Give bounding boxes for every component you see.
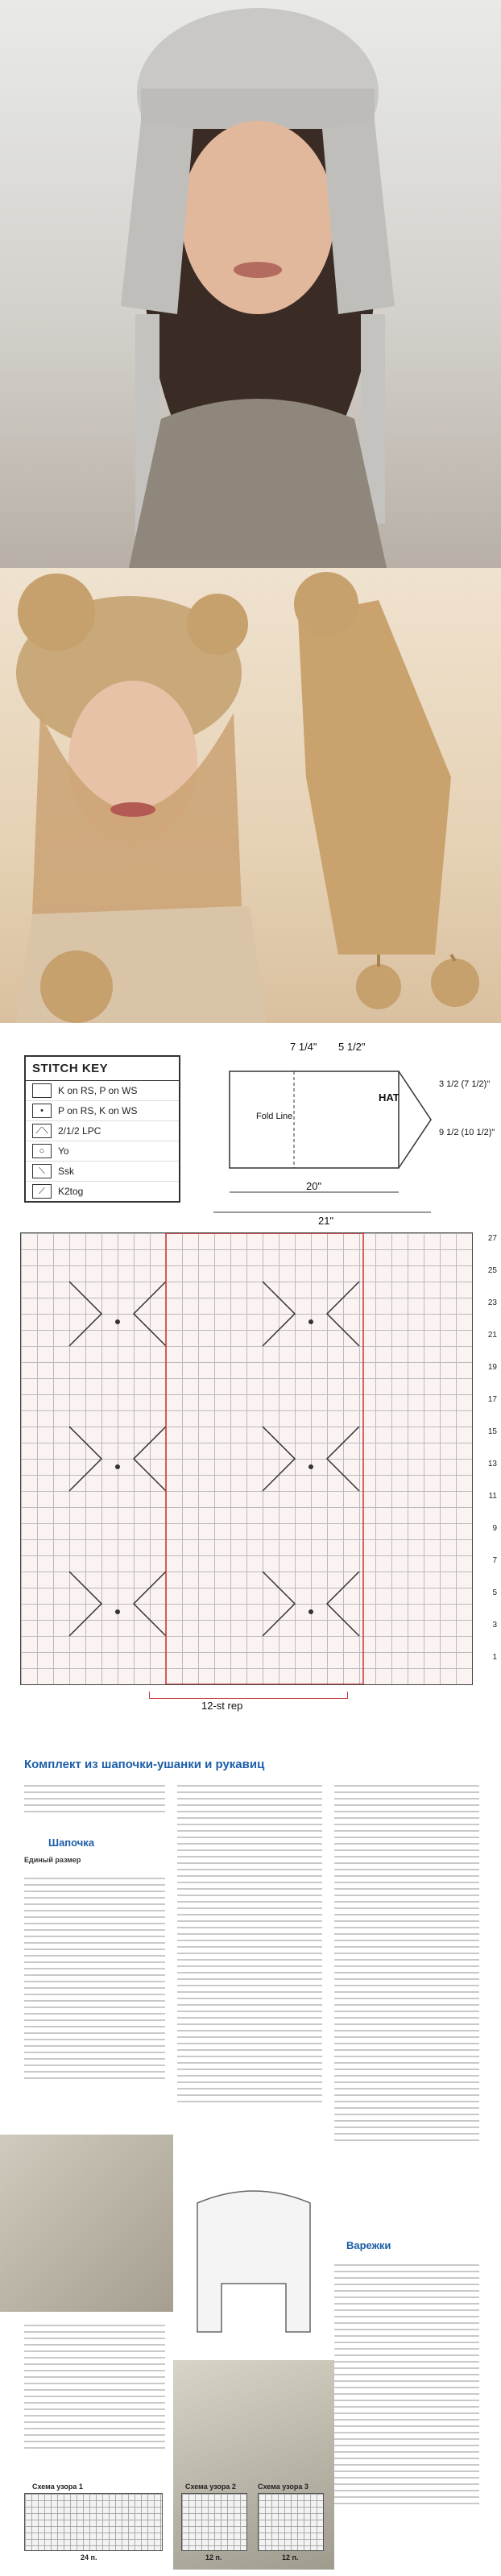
dim-width-outer: 21" (318, 1215, 334, 1227)
row-number: 5 (492, 1588, 497, 1597)
row-number: 9 (492, 1524, 497, 1533)
k2tog-symbol-icon: ⟋ (32, 1184, 52, 1199)
repeat-label: 12-st rep (201, 1700, 243, 1712)
text-column-3 (334, 1780, 479, 2231)
key-row (26, 1182, 179, 1201)
row-number: 13 (487, 1460, 497, 1468)
row-number: 19 (487, 1363, 497, 1372)
scheme-label-2: Схема узора 2 (185, 2483, 236, 2491)
hat-size: Единый размер (24, 1857, 81, 1864)
key-label: Yo (58, 1145, 69, 1157)
hat-pattern-shape (181, 2187, 326, 2348)
row-number: 15 (487, 1427, 497, 1436)
key-label: K on RS, P on WS (58, 1085, 138, 1096)
row-number: 1 (492, 1653, 497, 1662)
pattern-chart-panel (0, 1023, 501, 1748)
dim-width-inner: 20" (306, 1180, 322, 1192)
model-grey-hat-illustration (0, 0, 501, 568)
model-tan-hood-illustration (0, 568, 501, 1023)
scheme-width-2: 12 п. (205, 2553, 222, 2562)
dim-hat-label: HAT (379, 1091, 400, 1104)
dim-right-2: 9 1/2 (10 1/2)" (439, 1128, 495, 1137)
text-column-bottom (24, 2320, 165, 2481)
repeat-bracket (149, 1692, 348, 1699)
photo-model-grey-hat (0, 0, 501, 568)
text-column-2 (177, 1780, 322, 2183)
row-number: 17 (487, 1395, 497, 1404)
row-number: 21 (487, 1331, 497, 1340)
photo-hat-mittens (0, 2135, 173, 2312)
hat-heading: Шапочка (48, 1837, 95, 1849)
key-label: K2tog (58, 1186, 84, 1197)
chart-symbols (21, 1233, 472, 1684)
key-label: Ssk (58, 1166, 75, 1177)
key-label: 2/1/2 LPC (58, 1125, 101, 1137)
ssk-symbol-icon: ⟍ (32, 1164, 52, 1178)
scheme-chart-1 (24, 2493, 163, 2551)
key-row (26, 1081, 179, 1101)
scheme-label-1: Схема узора 1 (32, 2483, 83, 2491)
row-number: 3 (492, 1621, 497, 1630)
scheme-chart-2 (181, 2493, 247, 2551)
hat-text-column (24, 1873, 165, 2131)
scheme-label-3: Схема узора 3 (258, 2483, 308, 2491)
stitch-key-title: STITCH KEY (26, 1057, 179, 1081)
row-number: 7 (492, 1556, 497, 1565)
photo-model-tan-hood (0, 568, 501, 1023)
yarn-over-symbol-icon: ○ (32, 1144, 52, 1158)
dim-top-right: 5 1/2" (338, 1041, 366, 1053)
dim-right-1: 3 1/2 (7 1/2)" (439, 1079, 491, 1089)
knit-symbol-icon (32, 1083, 52, 1098)
mittens-text-column (334, 2259, 479, 2566)
row-number: 25 (487, 1266, 497, 1275)
row-number: 27 (487, 1234, 497, 1243)
stitch-key (24, 1055, 180, 1203)
key-row (26, 1121, 179, 1141)
scheme-width-3: 12 п. (282, 2553, 299, 2562)
key-row (26, 1162, 179, 1182)
article-panel (0, 1748, 501, 2576)
key-row (26, 1141, 179, 1162)
scheme-width-1: 24 п. (81, 2553, 97, 2562)
dim-top-left: 7 1/4" (290, 1041, 317, 1053)
scheme-chart-3 (258, 2493, 324, 2551)
row-number: 11 (488, 1492, 497, 1501)
cable-symbol-icon: ⟋⟍ (32, 1124, 52, 1138)
dim-fold-line: Fold Line (256, 1112, 293, 1121)
row-number: 23 (487, 1298, 497, 1307)
mittens-heading: Варежки (346, 2239, 391, 2251)
knitting-chart (20, 1232, 473, 1685)
key-row (26, 1101, 179, 1121)
purl-symbol-icon: • (32, 1104, 52, 1118)
intro-text-column (24, 1780, 165, 1828)
article-title: Комплект из шапочки-ушанки и рукавиц (24, 1758, 265, 1771)
key-label: P on RS, K on WS (58, 1105, 138, 1116)
